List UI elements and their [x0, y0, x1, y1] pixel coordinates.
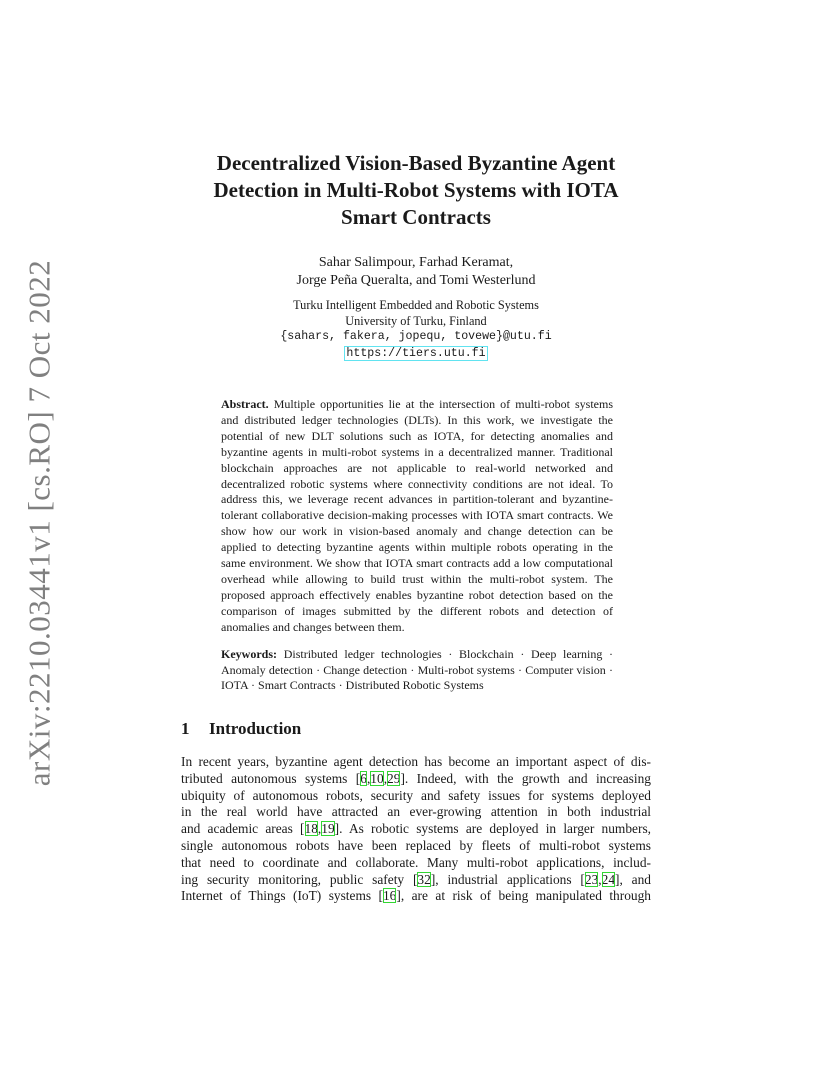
- keywords-paragraph: [221, 647, 613, 695]
- section-number: 1: [181, 719, 190, 738]
- text-line: in the real world have attracted an ever-growing attention in both industrial: [181, 804, 651, 820]
- affiliation-institute: Turku Intelligent Embedded and Robotic Systems: [293, 298, 539, 312]
- citation-link[interactable]: 23: [584, 871, 599, 887]
- text-line: tributed autonomous systems [6,10,29]. Indeed, with the growth and increasing: [181, 770, 651, 786]
- citation-link[interactable]: 6: [360, 770, 367, 786]
- keywords-text: Distributed ledger technologies · Blockchain · Deep learning · Anomaly detection · Change detection · Multi-robot systems · Computer vision · IOTA · Smart Contracts · Distributed Robotic Systems: [221, 646, 614, 693]
- citation-link[interactable]: 19: [321, 821, 335, 837]
- text-line: single autonomous robots have been replaced by fleets of multi-robot systems: [181, 837, 651, 853]
- introduction-text: [181, 754, 651, 905]
- arxiv-id: arXiv:2210.03441v1 [cs.RO] 7 Oct 2022: [21, 259, 56, 786]
- citation-link[interactable]: 10: [370, 770, 384, 786]
- citation-link[interactable]: 18: [304, 821, 318, 837]
- keywords-label: Keywords:: [221, 646, 277, 661]
- author-line: Sahar Salimpour, Farhad Keramat,: [318, 255, 514, 270]
- affiliation-block: [200, 298, 632, 361]
- text-line: In recent years, byzantine agent detection has become an important aspect of dis-: [181, 754, 651, 769]
- abstract-paragraph: [221, 397, 613, 636]
- title-line: Detection in Multi-Robot Systems with IOTA: [213, 178, 619, 202]
- abstract-block: [221, 397, 613, 694]
- author-list: [200, 254, 632, 289]
- title-line: Smart Contracts: [341, 205, 491, 229]
- text-line: that need to coordinate and collaborate. Many multi-robot applications, includ-: [181, 854, 651, 870]
- citation-link[interactable]: 32: [417, 871, 431, 887]
- affiliation-emails: {sahars, fakera, jopequ, tovewe}@utu.fi: [280, 330, 552, 343]
- section-heading: [181, 719, 301, 739]
- arxiv-sidebar-stamp: [6, 259, 72, 786]
- author-line: Jorge Peña Queralta, and Tomi Westerlund: [296, 272, 536, 288]
- title-line: Decentralized Vision-Based Byzantine Agent: [216, 151, 616, 175]
- affiliation-university: University of Turku, Finland: [345, 313, 487, 328]
- section-title: Introduction: [209, 719, 302, 738]
- citation-link[interactable]: 29: [387, 770, 401, 786]
- paper-title: [150, 150, 682, 231]
- abstract-text: Multiple opportunities lie at the intersection of multi-robot systems and distributed ledger technologies (DLTs). In this work, we investigate the potential of new DLT solutions such as IOTA, for detecting anomalies and byzantine agents in multi-robot systems in a decentralized manner. Traditional blockchain approaches are not applicable to real-world networked and decentralized robotic systems where connectivity conditions are not ideal. To address this, we leverage recent advances in partition-tolerant and byzantine-tolerant collaborative decision-making processes with IOTA smart contracts. We show how our work in vision-based anomaly and change detection can be applied to detecting byzantine agents within multiple robots operating in the same environment. We show that IOTA smart contracts add a low computational overhead while allowing to build trust within the multi-robot system. The proposed approach effectively enables byzantine robot detection based on the comparison of images submitted by the different robots and detection of anomalies and changes between them.: [221, 397, 614, 634]
- text-line: ing security monitoring, public safety [32], industrial applications [23,24], and: [181, 871, 651, 887]
- abstract-label: Abstract.: [221, 397, 269, 411]
- text-line: and academic areas [18,19]. As robotic systems are deployed in larger numbers,: [181, 821, 651, 837]
- citation-link[interactable]: 24: [601, 871, 616, 887]
- text-line: Internet of Things (IoT) systems [16], are at risk of being manipulated through: [181, 888, 651, 904]
- text-line: ubiquity of autonomous robots, security and safety issues for systems deployed: [181, 787, 651, 803]
- affiliation-url-link[interactable]: https://tiers.utu.fi: [346, 346, 486, 360]
- citation-link[interactable]: 16: [382, 888, 397, 904]
